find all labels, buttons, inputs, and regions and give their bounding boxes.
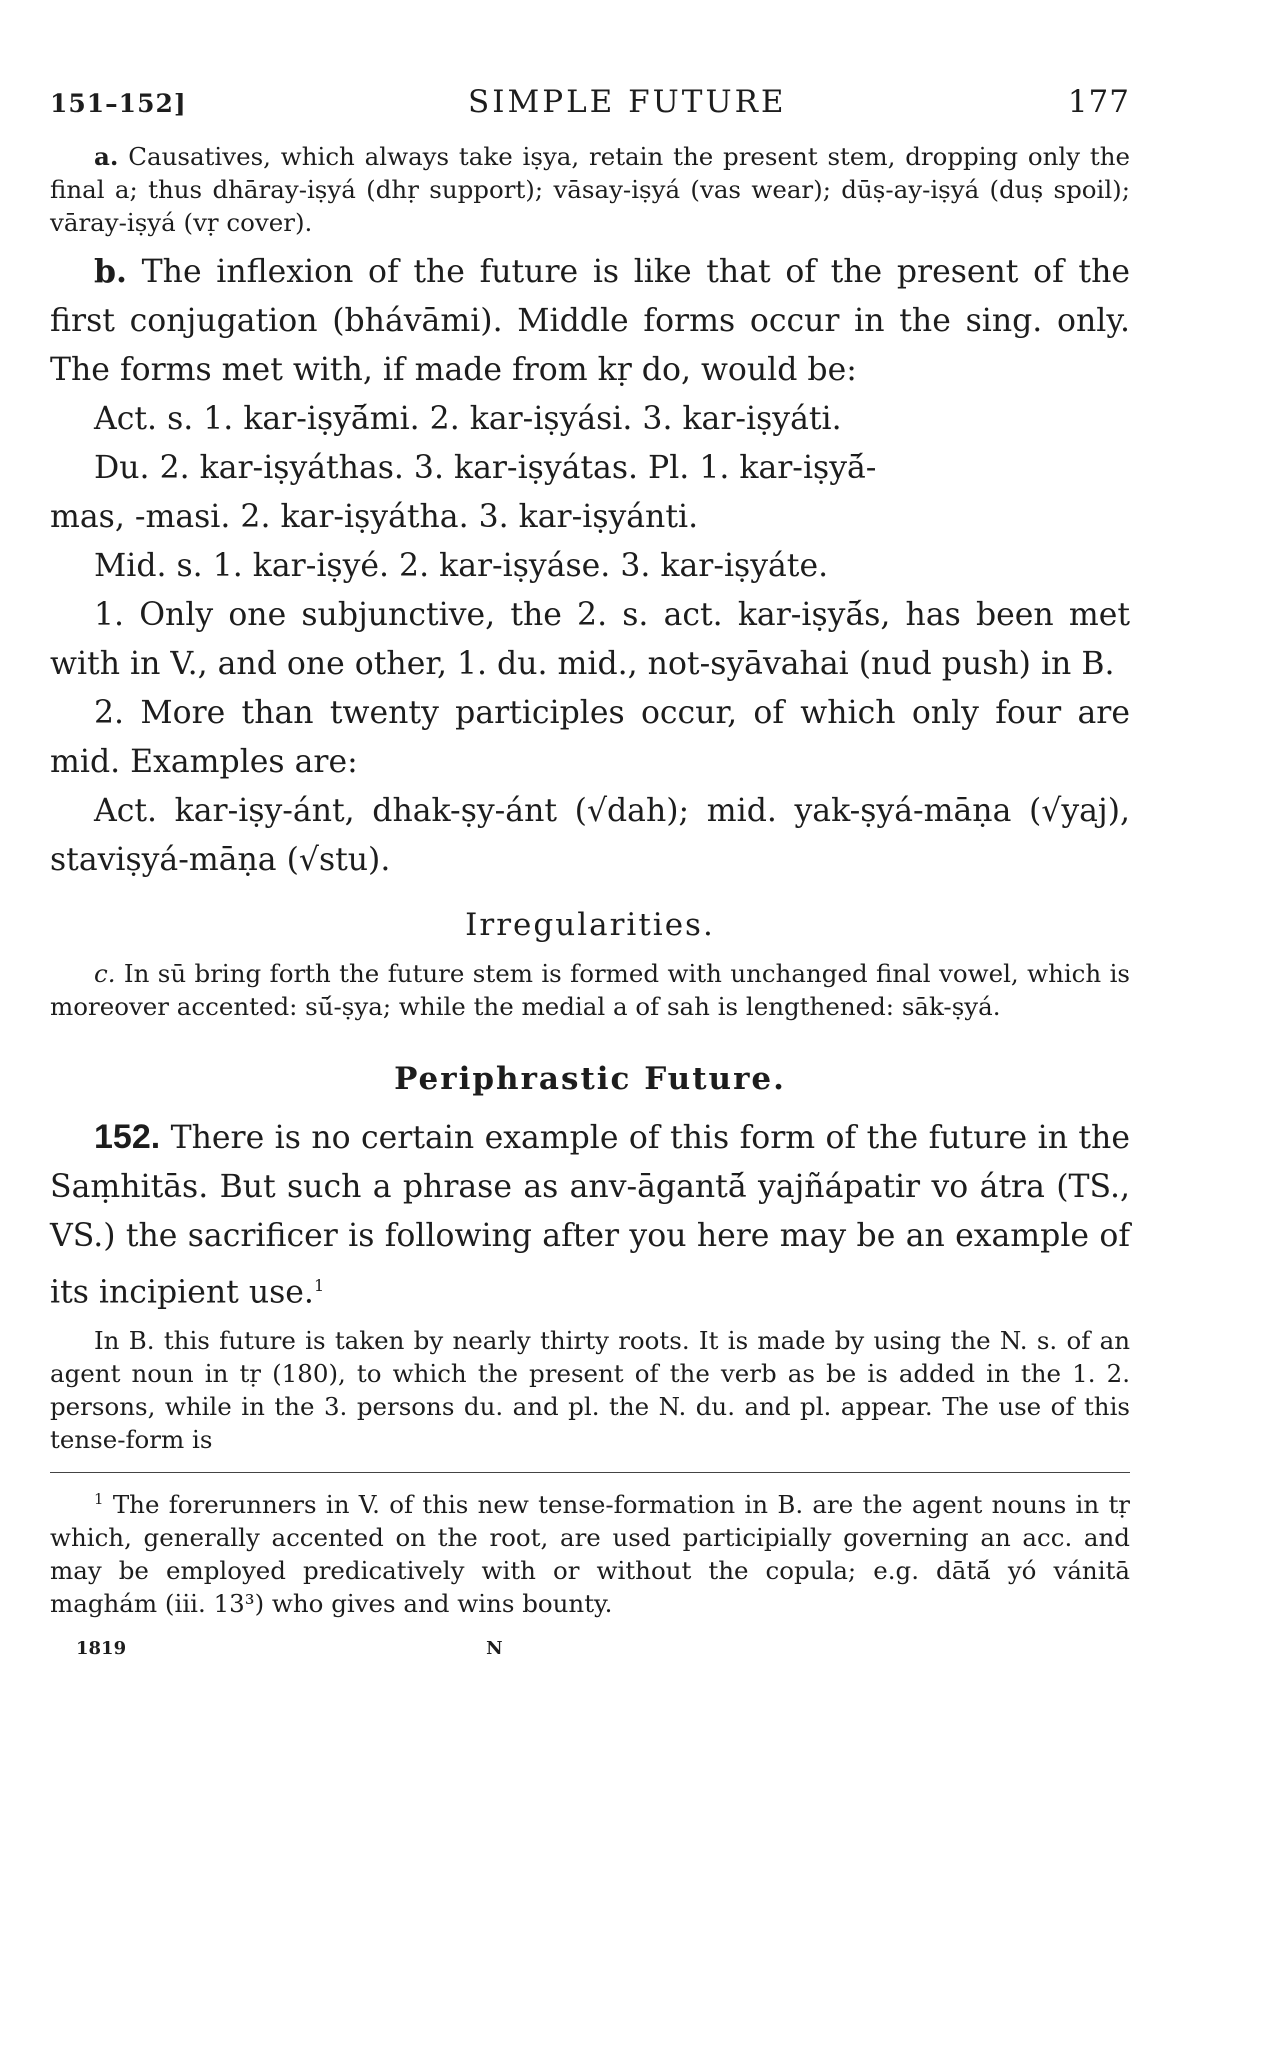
periphrastic-heading: Periphrastic Future. — [394, 1061, 786, 1097]
section-number: 152. — [94, 1118, 161, 1156]
footnote-marker: 1 — [94, 1489, 104, 1508]
middle-forms-line: Mid. s. 1. kar-iṣyé. 2. kar-iṣyáse. 3. kar-iṣyáte. — [94, 548, 829, 584]
signature-code: 1819 — [76, 1637, 127, 1659]
paragraph-a — [50, 140, 1130, 239]
paragraph-a-text: Causatives, which always take iṣya, retain the present stem, dropping only the final a; thus dhāray-iṣyá (dhṛ support); vāsay-iṣyá (vas wear); dūṣ-ay-iṣyá (duṣ spoil); vāray-iṣyá (vṛ cover). — [50, 142, 1130, 237]
signature-letter: N — [486, 1637, 503, 1659]
irregularities-label: c. — [94, 959, 116, 988]
active-forms-line-3: mas, -masi. 2. kar-iṣyátha. 3. kar-iṣyánti. — [50, 499, 699, 535]
irregularities-text: In sū bring forth the future stem is formed with unchanged final vowel, which is moreover accented: sū́-ṣya; while the medial a of sah is lengthened: sāk-ṣyá. — [50, 959, 1130, 1021]
paragraph-b-text: The inflexion of the future is like that of the present of the first conjugation (bhávāmi). Middle forms occur in the sing. only. The forms met with, if made from kṛ do, would be: — [50, 254, 1131, 388]
irregularities-paragraph — [50, 957, 1130, 1023]
irregularities-heading: Irregularities. — [465, 907, 715, 943]
footnote-text: The forerunners in V. of this new tense-formation in B. are the agent nouns in tṛ which, generally accented on the root, are used participially governing an acc. and may be employed predicatively with or without the copula; e.g. dātā́ yó vánitā maghám (iii. 13³) who gives and wins bounty. — [50, 1489, 1130, 1618]
running-header — [50, 84, 1130, 134]
participle-examples: Act. kar-iṣy-ánt, dhak-ṣy-ánt (√dah); mid. yak-ṣyá-māṇa (√yaj), staviṣyá-māṇa (√stu). — [50, 793, 1130, 878]
section-152-small-paragraph: In B. this future is taken by nearly thirty roots. It is made by using the N. s. of an agent noun in tṛ (180), to which the present of the verb as be is added in the 1. 2. persons, while in the 3. persons du. and pl. the N. du. and pl. appear. The use of this tense-form is — [50, 1325, 1130, 1454]
signature-line — [50, 1638, 1130, 1659]
paragraph-a-label: a. — [94, 142, 119, 171]
running-title: SIMPLE FUTURE — [467, 84, 787, 120]
section-range: 151–152] — [50, 89, 187, 118]
paragraph-b — [50, 247, 1130, 395]
note-1: 1. Only one subjunctive, the 2. s. act. kar-iṣyā́s, has been met with in V., and one other, 1. du. mid., not-syāvahai (nud push) in B. — [50, 597, 1130, 682]
section-152-paragraph — [50, 1113, 1130, 1318]
inflexion-table — [50, 395, 1130, 591]
footnote-reference: 1 — [313, 1276, 325, 1295]
page-number: 177 — [1067, 84, 1130, 120]
paragraph-b-label: b. — [94, 253, 127, 290]
active-forms-line-2: Du. 2. kar-iṣyáthas. 3. kar-iṣyátas. Pl. 1. kar-iṣyā́- — [94, 450, 877, 486]
active-forms-line-1: Act. s. 1. kar-iṣyā́mi. 2. kar-iṣyási. 3. kar-iṣyáti. — [94, 401, 842, 437]
section-152-text: There is no certain example of this form of the future in the Saṃhitās. But such a phrase as anv-āgantā́ yajñápatir vo átra (TS., VS.) the sacrificer is following after you here may be an example of its incipient use. — [50, 1120, 1130, 1311]
footnote-rule — [50, 1472, 1130, 1473]
page — [50, 84, 1130, 1659]
footnote — [50, 1483, 1130, 1620]
note-2: 2. More than twenty participles occur, of which only four are mid. Examples are: — [50, 695, 1130, 780]
